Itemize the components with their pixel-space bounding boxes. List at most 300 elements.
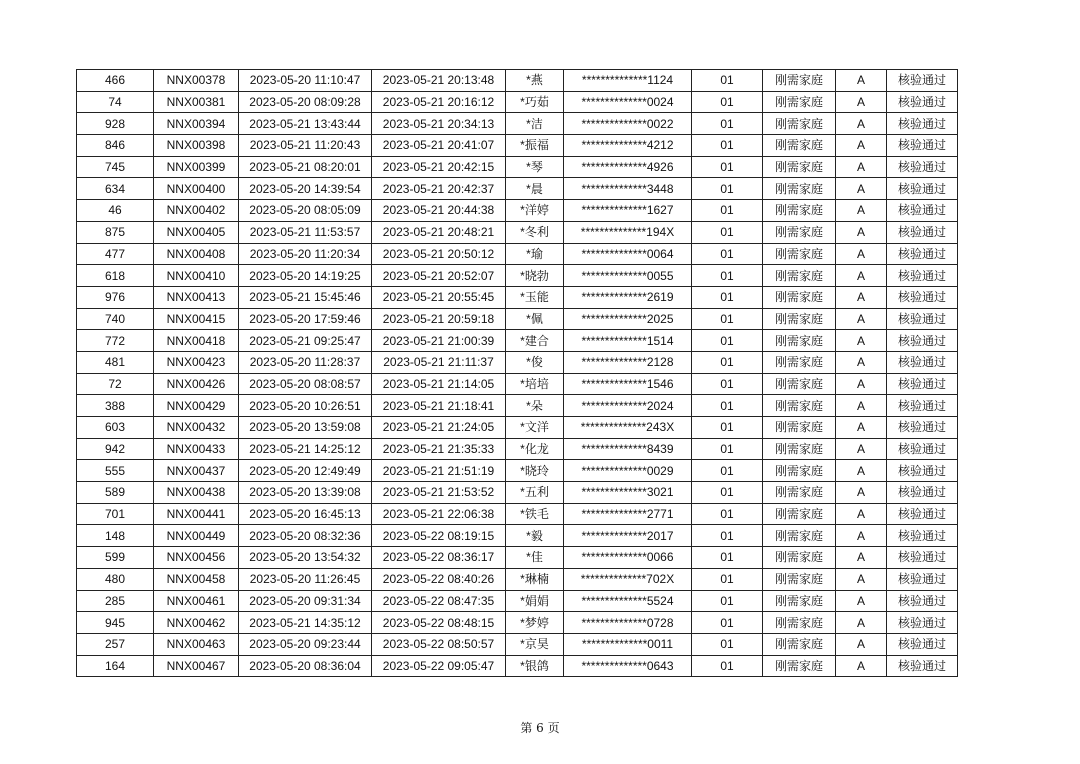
grade-cell: A [836,633,887,655]
record-code-cell: NNX00467 [154,655,239,677]
verification-status-cell: 核验通过 [887,243,958,265]
end-time-cell: 2023-05-22 08:47:35 [372,590,506,612]
seq-number-cell: 285 [77,590,154,612]
start-time-cell: 2023-05-20 13:59:08 [239,417,372,439]
category-code-cell: 01 [692,417,763,439]
record-code-cell: NNX00400 [154,178,239,200]
seq-number-cell: 772 [77,330,154,352]
start-time-cell: 2023-05-21 11:20:43 [239,135,372,157]
end-time-cell: 2023-05-21 21:35:33 [372,438,506,460]
record-code-cell: NNX00438 [154,482,239,504]
verification-status-cell: 核验通过 [887,373,958,395]
id-number-cell: **************0022 [564,113,692,135]
verification-status-cell: 核验通过 [887,547,958,569]
record-code-cell: NNX00426 [154,373,239,395]
seq-number-cell: 477 [77,243,154,265]
verification-status-cell: 核验通过 [887,113,958,135]
applicant-name-cell: *燕 [506,70,564,92]
table-row [77,417,958,439]
family-type-cell: 刚需家庭 [763,633,836,655]
verification-status-cell: 核验通过 [887,308,958,330]
family-type-cell: 刚需家庭 [763,135,836,157]
applicant-name-cell: *振福 [506,135,564,157]
end-time-cell: 2023-05-22 09:05:47 [372,655,506,677]
record-code-cell: NNX00461 [154,590,239,612]
records-table [76,69,958,677]
seq-number-cell: 599 [77,547,154,569]
grade-cell: A [836,373,887,395]
verification-status-cell: 核验通过 [887,156,958,178]
family-type-cell: 刚需家庭 [763,113,836,135]
start-time-cell: 2023-05-20 13:39:08 [239,482,372,504]
table-row [77,286,958,308]
table-row [77,655,958,677]
family-type-cell: 刚需家庭 [763,438,836,460]
family-type-cell: 刚需家庭 [763,590,836,612]
record-code-cell: NNX00462 [154,612,239,634]
record-code-cell: NNX00378 [154,70,239,92]
table-row [77,482,958,504]
record-code-cell: NNX00441 [154,503,239,525]
category-code-cell: 01 [692,373,763,395]
applicant-name-cell: *佳 [506,547,564,569]
applicant-name-cell: *晓勃 [506,265,564,287]
table-row [77,633,958,655]
grade-cell: A [836,460,887,482]
table-row [77,330,958,352]
table-row [77,373,958,395]
record-code-cell: NNX00398 [154,135,239,157]
table-row [77,113,958,135]
family-type-cell: 刚需家庭 [763,265,836,287]
record-code-cell: NNX00402 [154,200,239,222]
applicant-name-cell: *梦婷 [506,612,564,634]
end-time-cell: 2023-05-22 08:36:17 [372,547,506,569]
table-row [77,70,958,92]
verification-status-cell: 核验通过 [887,286,958,308]
end-time-cell: 2023-05-21 21:53:52 [372,482,506,504]
applicant-name-cell: *晓玲 [506,460,564,482]
category-code-cell: 01 [692,503,763,525]
applicant-name-cell: *洋婷 [506,200,564,222]
id-number-cell: **************0029 [564,460,692,482]
family-type-cell: 刚需家庭 [763,547,836,569]
end-time-cell: 2023-05-21 20:42:37 [372,178,506,200]
start-time-cell: 2023-05-21 14:25:12 [239,438,372,460]
category-code-cell: 01 [692,633,763,655]
start-time-cell: 2023-05-20 08:05:09 [239,200,372,222]
grade-cell: A [836,243,887,265]
verification-status-cell: 核验通过 [887,330,958,352]
seq-number-cell: 745 [77,156,154,178]
table-row [77,568,958,590]
applicant-name-cell: *玉能 [506,286,564,308]
family-type-cell: 刚需家庭 [763,395,836,417]
category-code-cell: 01 [692,482,763,504]
family-type-cell: 刚需家庭 [763,460,836,482]
start-time-cell: 2023-05-20 09:31:34 [239,590,372,612]
table-row [77,460,958,482]
seq-number-cell: 72 [77,373,154,395]
family-type-cell: 刚需家庭 [763,70,836,92]
seq-number-cell: 942 [77,438,154,460]
grade-cell: A [836,482,887,504]
family-type-cell: 刚需家庭 [763,482,836,504]
seq-number-cell: 634 [77,178,154,200]
table-row [77,200,958,222]
category-code-cell: 01 [692,330,763,352]
record-code-cell: NNX00408 [154,243,239,265]
verification-status-cell: 核验通过 [887,351,958,373]
end-time-cell: 2023-05-21 21:18:41 [372,395,506,417]
end-time-cell: 2023-05-21 20:16:12 [372,91,506,113]
verification-status-cell: 核验通过 [887,568,958,590]
seq-number-cell: 589 [77,482,154,504]
category-code-cell: 01 [692,221,763,243]
seq-number-cell: 618 [77,265,154,287]
record-code-cell: NNX00463 [154,633,239,655]
start-time-cell: 2023-05-20 09:23:44 [239,633,372,655]
category-code-cell: 01 [692,460,763,482]
seq-number-cell: 388 [77,395,154,417]
id-number-cell: **************8439 [564,438,692,460]
end-time-cell: 2023-05-21 20:48:21 [372,221,506,243]
applicant-name-cell: *京昊 [506,633,564,655]
applicant-name-cell: *娟娟 [506,590,564,612]
verification-status-cell: 核验通过 [887,221,958,243]
family-type-cell: 刚需家庭 [763,655,836,677]
page-number: 第 6 页 [520,721,560,735]
end-time-cell: 2023-05-22 08:50:57 [372,633,506,655]
grade-cell: A [836,417,887,439]
id-number-cell: **************0024 [564,91,692,113]
category-code-cell: 01 [692,70,763,92]
seq-number-cell: 701 [77,503,154,525]
verification-status-cell: 核验通过 [887,590,958,612]
id-number-cell: **************0064 [564,243,692,265]
seq-number-cell: 480 [77,568,154,590]
applicant-name-cell: *巧茹 [506,91,564,113]
record-code-cell: NNX00437 [154,460,239,482]
verification-status-cell: 核验通过 [887,70,958,92]
id-number-cell: **************1514 [564,330,692,352]
id-number-cell: **************2619 [564,286,692,308]
verification-status-cell: 核验通过 [887,135,958,157]
grade-cell: A [836,655,887,677]
family-type-cell: 刚需家庭 [763,525,836,547]
category-code-cell: 01 [692,135,763,157]
applicant-name-cell: *琳楠 [506,568,564,590]
grade-cell: A [836,70,887,92]
record-code-cell: NNX00410 [154,265,239,287]
record-code-cell: NNX00433 [154,438,239,460]
start-time-cell: 2023-05-21 08:20:01 [239,156,372,178]
record-code-cell: NNX00413 [154,286,239,308]
table-row [77,221,958,243]
start-time-cell: 2023-05-21 11:53:57 [239,221,372,243]
id-number-cell: **************3448 [564,178,692,200]
grade-cell: A [836,200,887,222]
applicant-name-cell: *建合 [506,330,564,352]
record-code-cell: NNX00418 [154,330,239,352]
start-time-cell: 2023-05-20 08:09:28 [239,91,372,113]
grade-cell: A [836,265,887,287]
category-code-cell: 01 [692,113,763,135]
verification-status-cell: 核验通过 [887,503,958,525]
verification-status-cell: 核验通过 [887,655,958,677]
grade-cell: A [836,178,887,200]
id-number-cell: **************0011 [564,633,692,655]
applicant-name-cell: *文洋 [506,417,564,439]
category-code-cell: 01 [692,178,763,200]
grade-cell: A [836,308,887,330]
table-row [77,91,958,113]
start-time-cell: 2023-05-20 08:32:36 [239,525,372,547]
seq-number-cell: 928 [77,113,154,135]
table-row [77,243,958,265]
verification-status-cell: 核验通过 [887,265,958,287]
category-code-cell: 01 [692,612,763,634]
records-table-body [77,70,958,677]
end-time-cell: 2023-05-21 20:13:48 [372,70,506,92]
family-type-cell: 刚需家庭 [763,568,836,590]
category-code-cell: 01 [692,91,763,113]
verification-status-cell: 核验通过 [887,438,958,460]
end-time-cell: 2023-05-21 20:52:07 [372,265,506,287]
table-row [77,156,958,178]
seq-number-cell: 603 [77,417,154,439]
records-table-container [76,69,958,677]
record-code-cell: NNX00429 [154,395,239,417]
family-type-cell: 刚需家庭 [763,330,836,352]
id-number-cell: **************5524 [564,590,692,612]
verification-status-cell: 核验通过 [887,525,958,547]
seq-number-cell: 466 [77,70,154,92]
grade-cell: A [836,156,887,178]
family-type-cell: 刚需家庭 [763,351,836,373]
end-time-cell: 2023-05-21 20:55:45 [372,286,506,308]
category-code-cell: 01 [692,286,763,308]
start-time-cell: 2023-05-21 15:45:46 [239,286,372,308]
end-time-cell: 2023-05-21 22:06:38 [372,503,506,525]
verification-status-cell: 核验通过 [887,612,958,634]
id-number-cell: **************2017 [564,525,692,547]
grade-cell: A [836,135,887,157]
id-number-cell: **************0055 [564,265,692,287]
category-code-cell: 01 [692,590,763,612]
id-number-cell: **************4926 [564,156,692,178]
applicant-name-cell: *俊 [506,351,564,373]
seq-number-cell: 46 [77,200,154,222]
table-row [77,547,958,569]
id-number-cell: **************243X [564,417,692,439]
start-time-cell: 2023-05-20 11:20:34 [239,243,372,265]
end-time-cell: 2023-05-21 21:11:37 [372,351,506,373]
seq-number-cell: 976 [77,286,154,308]
end-time-cell: 2023-05-21 21:24:05 [372,417,506,439]
seq-number-cell: 740 [77,308,154,330]
grade-cell: A [836,525,887,547]
end-time-cell: 2023-05-21 21:51:19 [372,460,506,482]
grade-cell: A [836,547,887,569]
id-number-cell: **************2771 [564,503,692,525]
grade-cell: A [836,503,887,525]
seq-number-cell: 74 [77,91,154,113]
table-row [77,308,958,330]
seq-number-cell: 481 [77,351,154,373]
category-code-cell: 01 [692,395,763,417]
grade-cell: A [836,395,887,417]
start-time-cell: 2023-05-20 16:45:13 [239,503,372,525]
applicant-name-cell: *化龙 [506,438,564,460]
table-row [77,178,958,200]
end-time-cell: 2023-05-21 21:14:05 [372,373,506,395]
grade-cell: A [836,590,887,612]
record-code-cell: NNX00381 [154,91,239,113]
start-time-cell: 2023-05-20 11:28:37 [239,351,372,373]
end-time-cell: 2023-05-21 21:00:39 [372,330,506,352]
seq-number-cell: 555 [77,460,154,482]
table-row [77,265,958,287]
end-time-cell: 2023-05-22 08:48:15 [372,612,506,634]
record-code-cell: NNX00399 [154,156,239,178]
verification-status-cell: 核验通过 [887,482,958,504]
verification-status-cell: 核验通过 [887,91,958,113]
applicant-name-cell: *晨 [506,178,564,200]
seq-number-cell: 875 [77,221,154,243]
id-number-cell: **************2025 [564,308,692,330]
seq-number-cell: 148 [77,525,154,547]
id-number-cell: **************1627 [564,200,692,222]
applicant-name-cell: *琴 [506,156,564,178]
table-row [77,503,958,525]
seq-number-cell: 164 [77,655,154,677]
grade-cell: A [836,612,887,634]
end-time-cell: 2023-05-21 20:44:38 [372,200,506,222]
applicant-name-cell: *冬利 [506,221,564,243]
applicant-name-cell: *铁毛 [506,503,564,525]
id-number-cell: **************3021 [564,482,692,504]
record-code-cell: NNX00458 [154,568,239,590]
verification-status-cell: 核验通过 [887,417,958,439]
grade-cell: A [836,568,887,590]
end-time-cell: 2023-05-21 20:41:07 [372,135,506,157]
table-row [77,590,958,612]
grade-cell: A [836,330,887,352]
category-code-cell: 01 [692,351,763,373]
table-row [77,612,958,634]
start-time-cell: 2023-05-20 14:19:25 [239,265,372,287]
id-number-cell: **************2128 [564,351,692,373]
family-type-cell: 刚需家庭 [763,221,836,243]
start-time-cell: 2023-05-20 08:36:04 [239,655,372,677]
id-number-cell: **************0728 [564,612,692,634]
start-time-cell: 2023-05-20 12:49:49 [239,460,372,482]
end-time-cell: 2023-05-22 08:40:26 [372,568,506,590]
record-code-cell: NNX00423 [154,351,239,373]
start-time-cell: 2023-05-20 13:54:32 [239,547,372,569]
table-row [77,351,958,373]
start-time-cell: 2023-05-21 09:25:47 [239,330,372,352]
id-number-cell: **************1546 [564,373,692,395]
grade-cell: A [836,438,887,460]
record-code-cell: NNX00415 [154,308,239,330]
applicant-name-cell: *佩 [506,308,564,330]
id-number-cell: **************0066 [564,547,692,569]
start-time-cell: 2023-05-21 14:35:12 [239,612,372,634]
end-time-cell: 2023-05-22 08:19:15 [372,525,506,547]
family-type-cell: 刚需家庭 [763,91,836,113]
family-type-cell: 刚需家庭 [763,286,836,308]
id-number-cell: **************1124 [564,70,692,92]
family-type-cell: 刚需家庭 [763,308,836,330]
verification-status-cell: 核验通过 [887,460,958,482]
start-time-cell: 2023-05-21 13:43:44 [239,113,372,135]
id-number-cell: **************0643 [564,655,692,677]
start-time-cell: 2023-05-20 14:39:54 [239,178,372,200]
seq-number-cell: 257 [77,633,154,655]
start-time-cell: 2023-05-20 08:08:57 [239,373,372,395]
applicant-name-cell: *朵 [506,395,564,417]
seq-number-cell: 945 [77,612,154,634]
category-code-cell: 01 [692,156,763,178]
end-time-cell: 2023-05-21 20:42:15 [372,156,506,178]
applicant-name-cell: *毅 [506,525,564,547]
family-type-cell: 刚需家庭 [763,612,836,634]
category-code-cell: 01 [692,655,763,677]
verification-status-cell: 核验通过 [887,395,958,417]
applicant-name-cell: *五利 [506,482,564,504]
start-time-cell: 2023-05-20 11:10:47 [239,70,372,92]
table-row [77,438,958,460]
id-number-cell: **************4212 [564,135,692,157]
category-code-cell: 01 [692,438,763,460]
grade-cell: A [836,113,887,135]
record-code-cell: NNX00456 [154,547,239,569]
grade-cell: A [836,351,887,373]
grade-cell: A [836,221,887,243]
id-number-cell: **************2024 [564,395,692,417]
applicant-name-cell: *洁 [506,113,564,135]
category-code-cell: 01 [692,525,763,547]
table-row [77,525,958,547]
family-type-cell: 刚需家庭 [763,156,836,178]
applicant-name-cell: *银鸽 [506,655,564,677]
category-code-cell: 01 [692,568,763,590]
end-time-cell: 2023-05-21 20:59:18 [372,308,506,330]
verification-status-cell: 核验通过 [887,633,958,655]
record-code-cell: NNX00394 [154,113,239,135]
applicant-name-cell: *瑜 [506,243,564,265]
table-row [77,395,958,417]
id-number-cell: **************702X [564,568,692,590]
family-type-cell: 刚需家庭 [763,178,836,200]
family-type-cell: 刚需家庭 [763,200,836,222]
record-code-cell: NNX00449 [154,525,239,547]
record-code-cell: NNX00405 [154,221,239,243]
start-time-cell: 2023-05-20 17:59:46 [239,308,372,330]
record-code-cell: NNX00432 [154,417,239,439]
family-type-cell: 刚需家庭 [763,417,836,439]
start-time-cell: 2023-05-20 11:26:45 [239,568,372,590]
seq-number-cell: 846 [77,135,154,157]
verification-status-cell: 核验通过 [887,200,958,222]
start-time-cell: 2023-05-20 10:26:51 [239,395,372,417]
family-type-cell: 刚需家庭 [763,243,836,265]
applicant-name-cell: *培培 [506,373,564,395]
id-number-cell: **************194X [564,221,692,243]
category-code-cell: 01 [692,265,763,287]
